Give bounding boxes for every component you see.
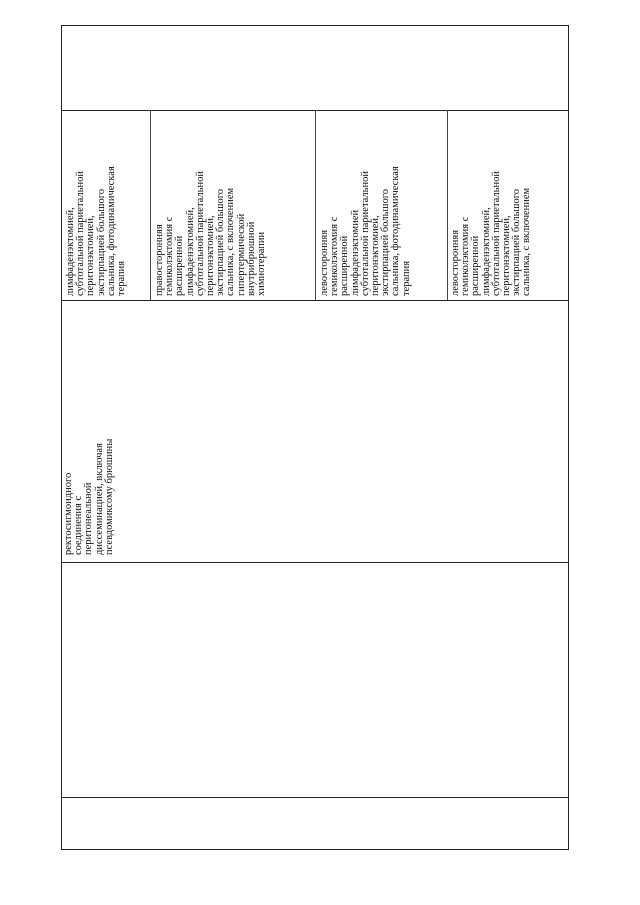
segment-divider [447,110,448,300]
table-cell-diagnosis: ректосигмоидного соединения с перитонеальной диссеминацией, включая псевдомиксому брюшины [63,438,115,555]
method-segment: правосторонняя гемиколэктомия с расширенной лимфаденэктомией, субтотальной париетальной перитонэктомией, экстирпацией большого сальника, с включением гипертермической внутрибрюшной химиотерапии [154,171,268,296]
table-border-bottom [61,849,569,850]
column-divider [61,562,569,563]
segment-divider [150,110,151,300]
table-border-top [61,25,569,26]
method-segment: лимфаденэктомией, субтотальной париетальной перитонэктомией, экстирпацией большого сальника, фотодинамическая терапия [65,166,128,296]
method-segment: левосторонняя гемиколэктомия с расширенной лимфаденэктомией, субтотальной париетальной перитонэктомией, экстирпацией большого сальника, с включением [450,171,533,296]
column-divider [61,797,569,798]
table-border-left [61,25,62,850]
table-border-right [568,25,569,850]
method-segment: левосторонняя гемиколэктомия с расширенной лимфаденэктомией субтотальной париетальной перитонэктомией, экстирпацией большого сальника, фотодинамическая терапия [319,166,412,296]
segment-divider [315,110,316,300]
column-divider [61,300,569,301]
